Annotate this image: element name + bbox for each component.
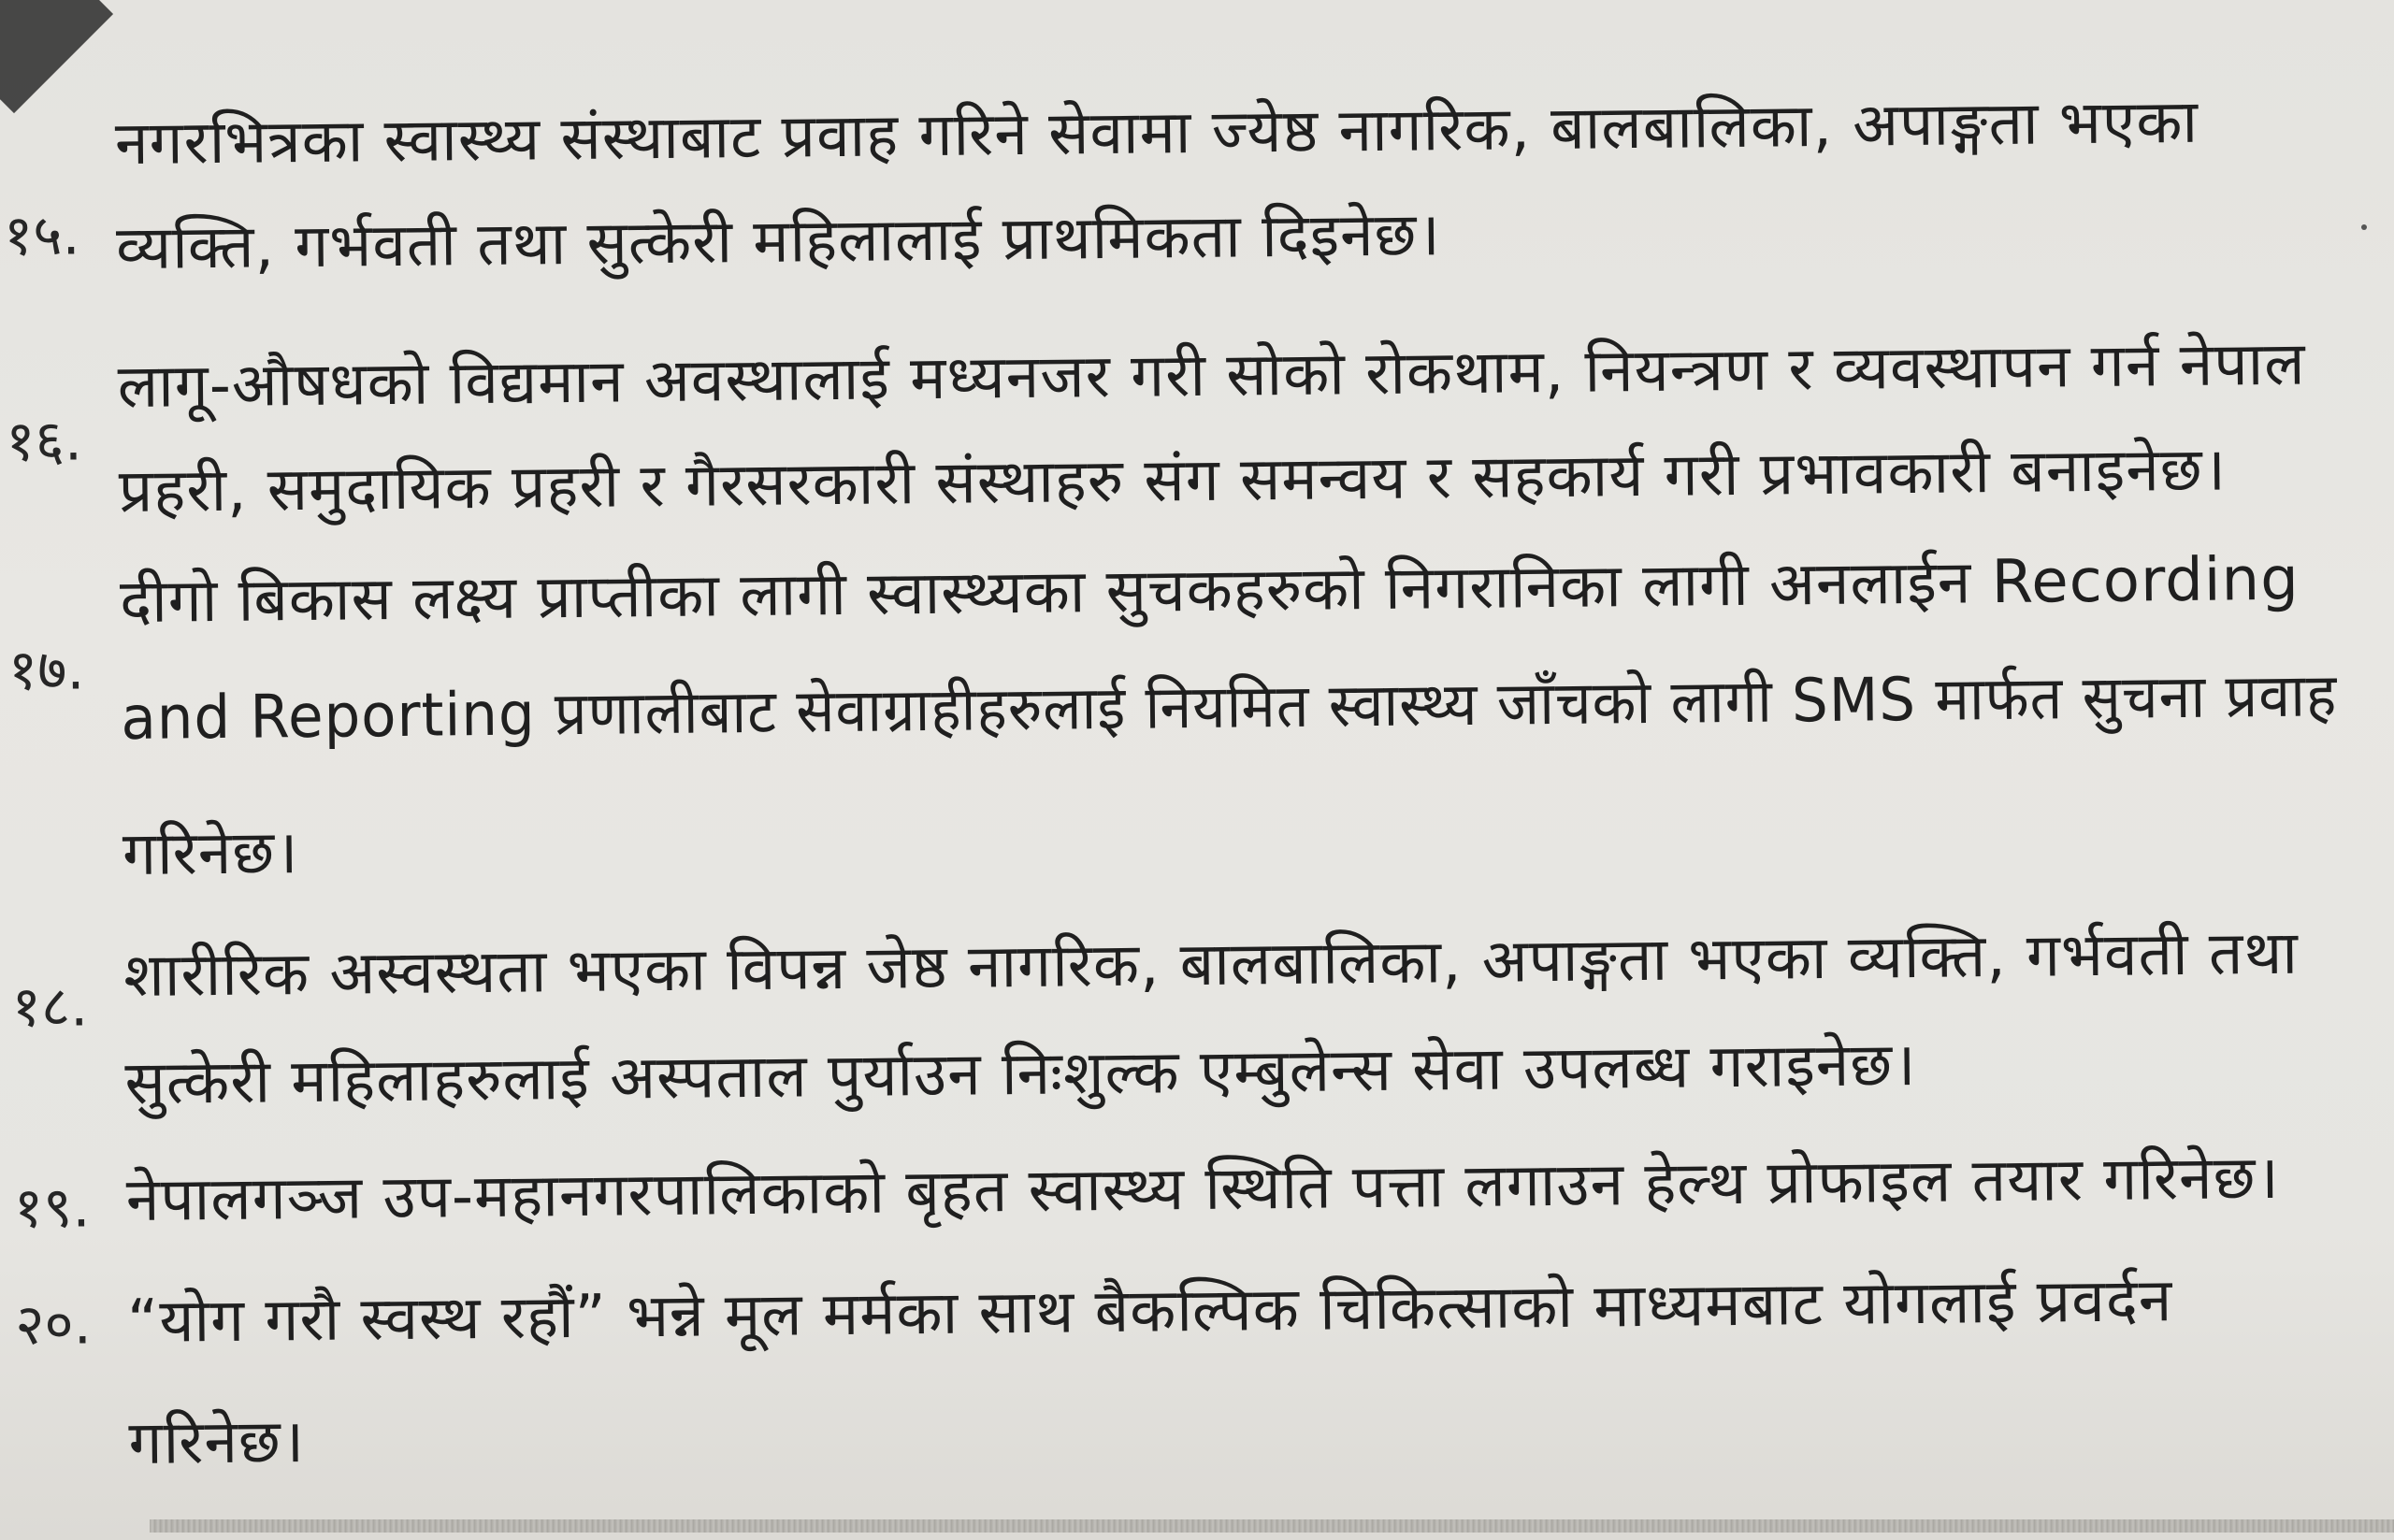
- item-number: १५.: [3, 202, 80, 269]
- item-text-line: दीगो बिकास लक्ष्य प्राप्तीका लागी स्वास्थ्यका सुचकहरुको निगरानिका लागी अनलाईन Recording: [119, 544, 2300, 638]
- item-text-line: “योग गरौ स्वस्थ रहौं” भन्ने मूल मर्मका साथ बैकल्पिक चिकित्साको माध्यमबाट योगलाई प्रवर्दन: [126, 1266, 2173, 1358]
- list-item-17: [7, 535, 2392, 890]
- item-number: १८.: [11, 973, 89, 1041]
- item-text-line: गरिनेछ।: [122, 818, 299, 890]
- list-item-16: [5, 320, 2389, 527]
- item-text-line: व्यक्ति, गर्भवती तथा सुत्केरी महिलालाई प्राथमिकता दिइनेछ।: [115, 200, 1442, 284]
- item-number: १७.: [7, 637, 85, 704]
- item-number: १९.: [13, 1174, 91, 1242]
- list-item-18: [11, 909, 2394, 1119]
- item-text-line: नगरभित्रका स्वास्थ्य संस्थाबाट प्रवाह गरिने सेवामा ज्येष्ठ नागरिक, बालबालिका, अपाङ्गता भएका: [114, 87, 2199, 180]
- item-text-line: नेपालगञ्ज उप-महानगरपालिकाको बृहत स्वास्थ्य स्थिति पत्ता लगाउन हेल्थ प्रोफाइल तयार गरिनेछ।: [125, 1143, 2281, 1236]
- item-text-line: and Reporting प्रणालीबाट सेवाग्राहीहरुलाई नियमित स्वास्थ्य जाँचको लागी SMS मार्फत सुचना प्रवाह: [121, 661, 2338, 755]
- item-text-line: सुत्केरी महिलाहरुलाई अस्पताल पुर्याउन निःशुल्क एम्बुलेन्स सेवा उपलब्ध गराइनेछ।: [124, 1029, 1917, 1119]
- item-text-line: प्रहरी, समुदायिक प्रहरी र गैरसरकारी संस्थाहरु संग समन्वय र सहकार्य गरी प्रभावकारी बनाइनेछ।: [118, 435, 2228, 527]
- list-item-15: [3, 77, 2387, 284]
- item-text-line: लागू-औषधको विद्यमान अवस्थालाई मध्यनजर गरी सोको रोकथाम, नियन्त्रण र व्यवस्थापन गर्न नेपाल: [117, 329, 2306, 423]
- item-text-line: शारीरिक अस्वस्थता भएका विपन्न जेष्ठ नागरिक, बालबालिका, अपाङ्गता भएका व्यक्ति, गर्भवती तथा: [123, 918, 2300, 1012]
- list-item-19: [13, 1133, 2394, 1242]
- item-text-line: गरिनेछ।: [128, 1407, 306, 1479]
- list-item-20: [14, 1255, 2394, 1479]
- page-bottom-edge: [150, 1519, 2394, 1533]
- item-number: २०.: [14, 1291, 93, 1359]
- item-number: १६.: [5, 408, 83, 475]
- scan-speck: [2361, 224, 2367, 230]
